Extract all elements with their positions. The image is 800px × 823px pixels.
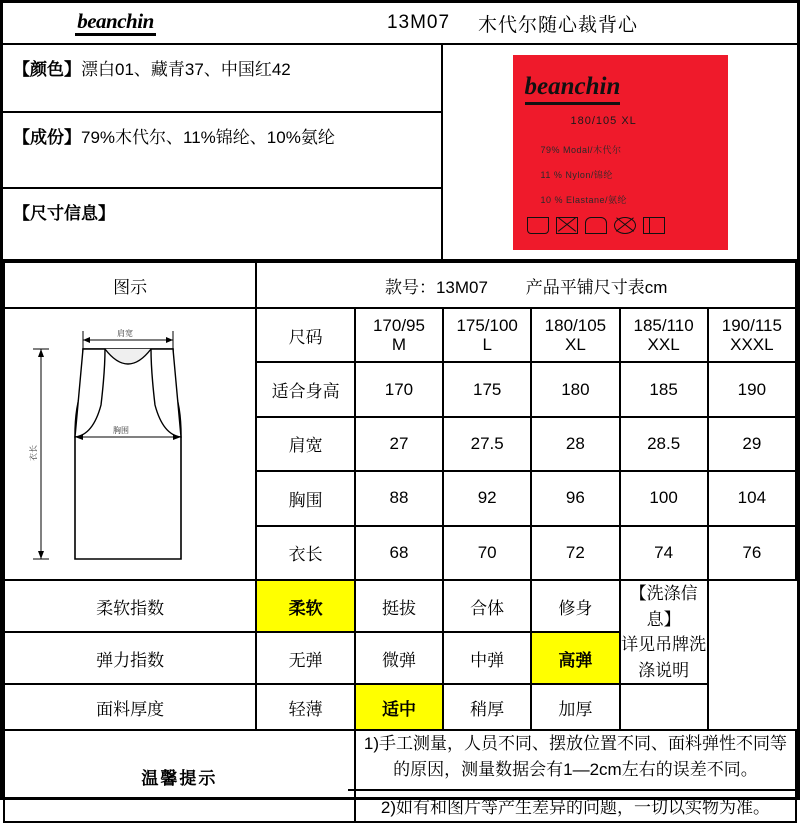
size-num-4: 190/115	[721, 315, 782, 335]
brand-logo: beanchin	[75, 10, 156, 36]
measurement-1-1: 27.5	[443, 417, 531, 471]
thickness-index-label: 面料厚度	[4, 684, 256, 730]
measurement-2-1: 92	[443, 471, 531, 525]
size-letter-1: L	[482, 335, 492, 355]
care-symbols	[527, 217, 665, 234]
tumble-dry-icon	[585, 217, 607, 234]
size-num-3: 185/110	[633, 315, 694, 335]
svg-text:胸围: 胸围	[113, 426, 129, 435]
measurement-0-3: 185	[620, 362, 708, 416]
label-composition-2: 11 % Nylon/锦纶	[540, 169, 613, 180]
size-info-row	[3, 189, 441, 257]
elasticity-value-1: 微弹	[355, 632, 443, 684]
size-header-3	[620, 308, 708, 362]
product-name: 木代尔随心裁背心	[478, 14, 639, 36]
measurement-2-3: 100	[620, 471, 708, 525]
measurement-name-0: 适合身高	[256, 362, 354, 416]
iron-icon	[643, 217, 665, 234]
svg-text:衣长: 衣长	[29, 445, 38, 461]
size-num-2: 180/105	[544, 315, 607, 335]
wash-info-cell	[620, 580, 708, 684]
vest-line-drawing	[5, 309, 249, 579]
thickness-value-2: 稍厚	[443, 684, 531, 730]
thickness-index-row	[4, 684, 796, 730]
size-header-0	[355, 308, 443, 362]
wash-info-text: 详见吊牌洗涤说明	[621, 635, 707, 680]
care-label-image	[513, 55, 728, 250]
measurement-1-2: 28	[531, 417, 619, 471]
measurement-1-0: 27	[355, 417, 443, 471]
label-brand-text: beanchin	[525, 73, 621, 105]
measurement-0-2: 180	[531, 362, 619, 416]
measurement-1-4: 29	[708, 417, 796, 471]
spec-header-code: 款号：13M07	[384, 277, 488, 297]
label-size-text: 180/105 XL	[570, 114, 637, 127]
no-dryclean-icon	[614, 217, 636, 234]
measurement-0-1: 175	[443, 362, 531, 416]
wash-info-title: 【洗涤信息】	[629, 584, 698, 629]
measurement-name-1: 肩宽	[256, 417, 354, 471]
garment-diagram-cell	[4, 308, 256, 580]
color-value: 漂白01、藏青37、中国红42	[81, 60, 291, 79]
svg-text:肩宽: 肩宽	[117, 329, 133, 338]
measurement-3-2: 72	[531, 526, 619, 580]
softness-value-0: 柔软	[256, 580, 354, 632]
measurement-name-2: 胸围	[256, 471, 354, 525]
color-row	[3, 45, 441, 113]
size-letter-3: XXL	[647, 335, 680, 355]
spec-header-title: 产品平铺尺寸表cm	[525, 277, 668, 297]
tips-label: 温馨提示	[4, 730, 355, 822]
elasticity-index-label: 弹力指数	[4, 632, 256, 684]
measurement-3-3: 74	[620, 526, 708, 580]
diagram-and-sizes-row	[4, 308, 796, 362]
thickness-value-0: 轻薄	[256, 684, 354, 730]
elasticity-value-0: 无弹	[256, 632, 354, 684]
tips-notes	[355, 730, 796, 822]
size-header-1	[443, 308, 531, 362]
table-header-row	[4, 262, 796, 308]
softness-value-2: 合体	[443, 580, 531, 632]
softness-index-row	[4, 580, 796, 632]
label-composition-3: 10 % Elastane/氨纶	[540, 194, 628, 205]
size-num-1: 175/100	[456, 315, 518, 335]
size-header-4	[708, 308, 796, 362]
measurement-name-3: 衣长	[256, 526, 354, 580]
material-row	[3, 113, 441, 189]
softness-value-3: 修身	[531, 580, 619, 632]
measurement-2-2: 96	[531, 471, 619, 525]
size-letter-4: XXXL	[730, 335, 774, 355]
measurement-2-4: 104	[708, 471, 796, 525]
page-header	[3, 3, 797, 45]
spec-header	[256, 262, 796, 308]
page-title	[228, 3, 797, 43]
thickness-value-3: 加厚	[531, 684, 619, 730]
measurement-0-4: 190	[708, 362, 796, 416]
softness-index-label: 柔软指数	[4, 580, 256, 632]
material-label: 【成份】	[13, 128, 81, 147]
measurement-1-3: 28.5	[620, 417, 708, 471]
measurement-3-0: 68	[355, 526, 443, 580]
garment-diagram	[5, 309, 249, 579]
softness-value-1: 挺拔	[355, 580, 443, 632]
size-letter-2: XL	[564, 335, 586, 355]
thickness-empty-cell	[620, 684, 708, 730]
label-composition-1: 79% Modal/木代尔	[540, 144, 622, 155]
tips-note-2: 2)如有和图片等产生差异的问题，一切以实物为准。	[380, 797, 770, 817]
wash-icon	[527, 217, 549, 234]
notes-divider	[348, 789, 800, 791]
size-letter-0: M	[391, 335, 407, 355]
elasticity-value-3: 高弹	[531, 632, 619, 684]
size-row-label: 尺码	[256, 308, 354, 362]
measurement-2-0: 88	[355, 471, 443, 525]
thickness-value-1: 适中	[355, 684, 443, 730]
care-label-photo	[443, 45, 797, 261]
elasticity-value-2: 中弹	[443, 632, 531, 684]
size-header-2	[531, 308, 619, 362]
style-code: 13M07	[386, 12, 451, 33]
color-label: 【颜色】	[13, 60, 81, 79]
info-block	[3, 45, 443, 261]
measurement-3-4: 76	[708, 526, 796, 580]
size-info-label: 【尺寸信息】	[13, 204, 115, 223]
spec-table	[3, 261, 797, 823]
material-value: 79%木代尔、11%锦纶、10%氨纶	[81, 128, 335, 147]
no-bleach-icon	[556, 217, 578, 234]
measurement-0-0: 170	[355, 362, 443, 416]
tips-row	[4, 730, 796, 822]
brand-cell	[3, 3, 228, 43]
diagram-header: 图示	[4, 262, 256, 308]
measurement-3-1: 70	[443, 526, 531, 580]
tips-note-1: 1)手工测量，人员不同、摆放位置不同、面料弹性不同等的原因，测量数据会有1—2cm左右的误差不同。	[363, 734, 787, 780]
size-num-0: 170/95	[372, 315, 425, 335]
